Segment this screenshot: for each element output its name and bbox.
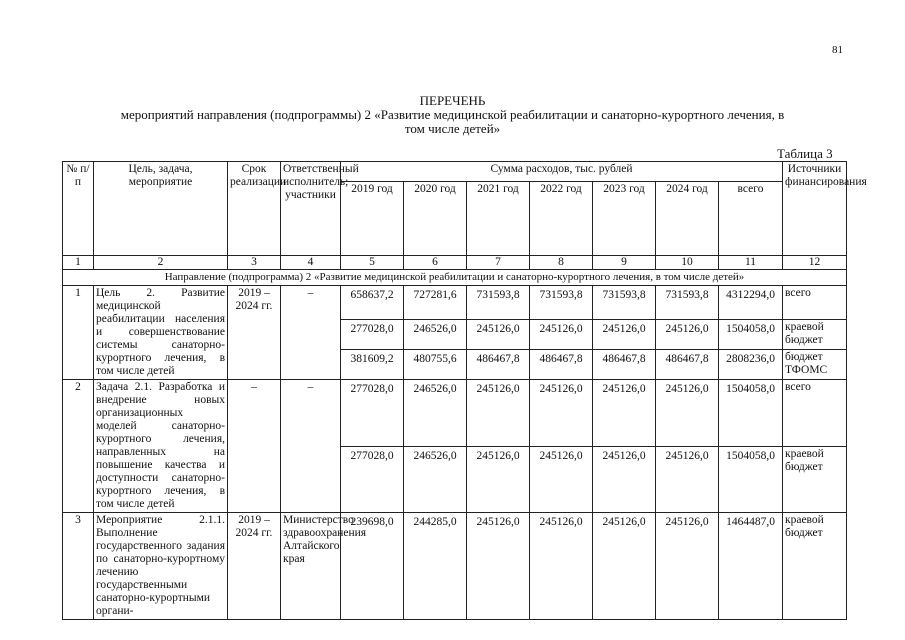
value-cell: 244285,0 bbox=[404, 513, 467, 620]
value-cell: 1504058,0 bbox=[719, 319, 783, 350]
header-year-2021: 2021 год bbox=[467, 182, 530, 256]
source-cell: всего bbox=[783, 380, 847, 447]
index-cell: 1 bbox=[63, 256, 94, 270]
header-year-2019: 2019 год bbox=[341, 182, 404, 256]
value-cell: 4312294,0 bbox=[719, 286, 783, 320]
value-cell: 277028,0 bbox=[341, 319, 404, 350]
index-cell: 8 bbox=[530, 256, 593, 270]
value-cell: 277028,0 bbox=[341, 380, 404, 447]
value-cell: 245126,0 bbox=[467, 513, 530, 620]
value-cell: 245126,0 bbox=[656, 446, 719, 513]
value-cell: 277028,0 bbox=[341, 446, 404, 513]
value-cell: 2808236,0 bbox=[719, 350, 783, 380]
value-cell: 245126,0 bbox=[656, 319, 719, 350]
value-cell: 245126,0 bbox=[530, 446, 593, 513]
value-cell: 731593,8 bbox=[530, 286, 593, 320]
row-goal: Задача 2.1. Разработка и внедрение новых организационных моделей санаторно-курортного лечения, направленных на повышение качества и доступности санаторно-курортного лечения, в том числе детей bbox=[94, 380, 228, 513]
index-cell: 7 bbox=[467, 256, 530, 270]
row-responsible: Министерство здравоохранения Алтайского края bbox=[281, 513, 341, 620]
row-term: 2019 – 2024 гг. bbox=[228, 286, 281, 380]
page-number: 81 bbox=[832, 44, 843, 56]
index-cell: 3 bbox=[228, 256, 281, 270]
value-cell: 245126,0 bbox=[656, 513, 719, 620]
row-responsible: – bbox=[281, 286, 341, 380]
index-cell: 10 bbox=[656, 256, 719, 270]
value-cell: 245126,0 bbox=[593, 380, 656, 447]
value-cell: 246526,0 bbox=[404, 446, 467, 513]
header-year-2024: 2024 год bbox=[656, 182, 719, 256]
value-cell: 381609,2 bbox=[341, 350, 404, 380]
source-cell: бюджет ТФОМС bbox=[783, 350, 847, 380]
value-cell: 245126,0 bbox=[656, 380, 719, 447]
value-cell: 486467,8 bbox=[593, 350, 656, 380]
header-goal: Цель, задача, мероприятие bbox=[94, 162, 228, 256]
header-year-2020: 2020 год bbox=[404, 182, 467, 256]
document-subtitle-line2: том числе детей» bbox=[404, 121, 501, 136]
header-term: Срок реализации bbox=[228, 162, 281, 256]
value-cell: 245126,0 bbox=[467, 380, 530, 447]
row-goal: Цель 2. Развитие медицинской реабилитации населения и совершенствование системы санаторно-курортного лечения, в том числе детей bbox=[94, 286, 228, 380]
value-cell: 731593,8 bbox=[593, 286, 656, 320]
source-cell: краевой бюджет bbox=[783, 513, 847, 620]
value-cell: 1504058,0 bbox=[719, 380, 783, 447]
value-cell: 731593,8 bbox=[467, 286, 530, 320]
header-year-2022: 2022 год bbox=[530, 182, 593, 256]
index-cell: 9 bbox=[593, 256, 656, 270]
value-cell: 245126,0 bbox=[593, 513, 656, 620]
header-total: всего bbox=[719, 182, 783, 256]
header-sum: Сумма расходов, тыс. рублей bbox=[341, 162, 783, 182]
index-cell: 11 bbox=[719, 256, 783, 270]
row-num: 2 bbox=[63, 380, 94, 513]
row-goal: Мероприятие 2.1.1. Выполнение государственного задания по санаторно-курортному лечению государственными санаторно-курортными органи- bbox=[94, 513, 228, 620]
index-cell: 6 bbox=[404, 256, 467, 270]
value-cell: 245126,0 bbox=[467, 319, 530, 350]
value-cell: 486467,8 bbox=[467, 350, 530, 380]
value-cell: 245126,0 bbox=[530, 319, 593, 350]
source-cell: всего bbox=[783, 286, 847, 320]
document-subtitle-line1: мероприятий направления (подпрограммы) 2 «Развитие медицинской реабилитации и санаторно-курортного лечения, в bbox=[120, 107, 785, 122]
value-cell: 245126,0 bbox=[530, 513, 593, 620]
value-cell: 658637,2 bbox=[341, 286, 404, 320]
value-cell: 486467,8 bbox=[656, 350, 719, 380]
header-responsible: Ответственный исполнитель; участники bbox=[281, 162, 341, 256]
source-cell: краевой бюджет bbox=[783, 446, 847, 513]
row-num: 3 bbox=[63, 513, 94, 620]
value-cell: 239698,0 bbox=[341, 513, 404, 620]
header-year-2023: 2023 год bbox=[593, 182, 656, 256]
value-cell: 731593,8 bbox=[656, 286, 719, 320]
row-num: 1 bbox=[63, 286, 94, 380]
value-cell: 486467,8 bbox=[530, 350, 593, 380]
row-term: – bbox=[228, 380, 281, 513]
section-heading: Направление (подпрограмма) 2 «Развитие медицинской реабилитации и санаторно-курортного лечения, в том числе детей» bbox=[63, 270, 847, 286]
index-cell: 12 bbox=[783, 256, 847, 270]
index-cell: 2 bbox=[94, 256, 228, 270]
value-cell: 245126,0 bbox=[593, 319, 656, 350]
value-cell: 246526,0 bbox=[404, 380, 467, 447]
table-caption: Таблица 3 bbox=[777, 146, 833, 161]
value-cell: 1464487,0 bbox=[719, 513, 783, 620]
expenses-table bbox=[62, 161, 867, 620]
value-cell: 245126,0 bbox=[593, 446, 656, 513]
value-cell: 1504058,0 bbox=[719, 446, 783, 513]
header-num: № п/п bbox=[63, 162, 94, 256]
value-cell: 480755,6 bbox=[404, 350, 467, 380]
value-cell: 245126,0 bbox=[530, 380, 593, 447]
value-cell: 727281,6 bbox=[404, 286, 467, 320]
value-cell: 246526,0 bbox=[404, 319, 467, 350]
row-responsible: – bbox=[281, 380, 341, 513]
header-source: Источники финансирования bbox=[783, 162, 847, 256]
index-cell: 4 bbox=[281, 256, 341, 270]
document-title: ПЕРЕЧЕНЬ bbox=[419, 93, 486, 108]
value-cell: 245126,0 bbox=[467, 446, 530, 513]
index-cell: 5 bbox=[341, 256, 404, 270]
source-cell: краевой бюджет bbox=[783, 319, 847, 350]
row-term: 2019 – 2024 гг. bbox=[228, 513, 281, 620]
